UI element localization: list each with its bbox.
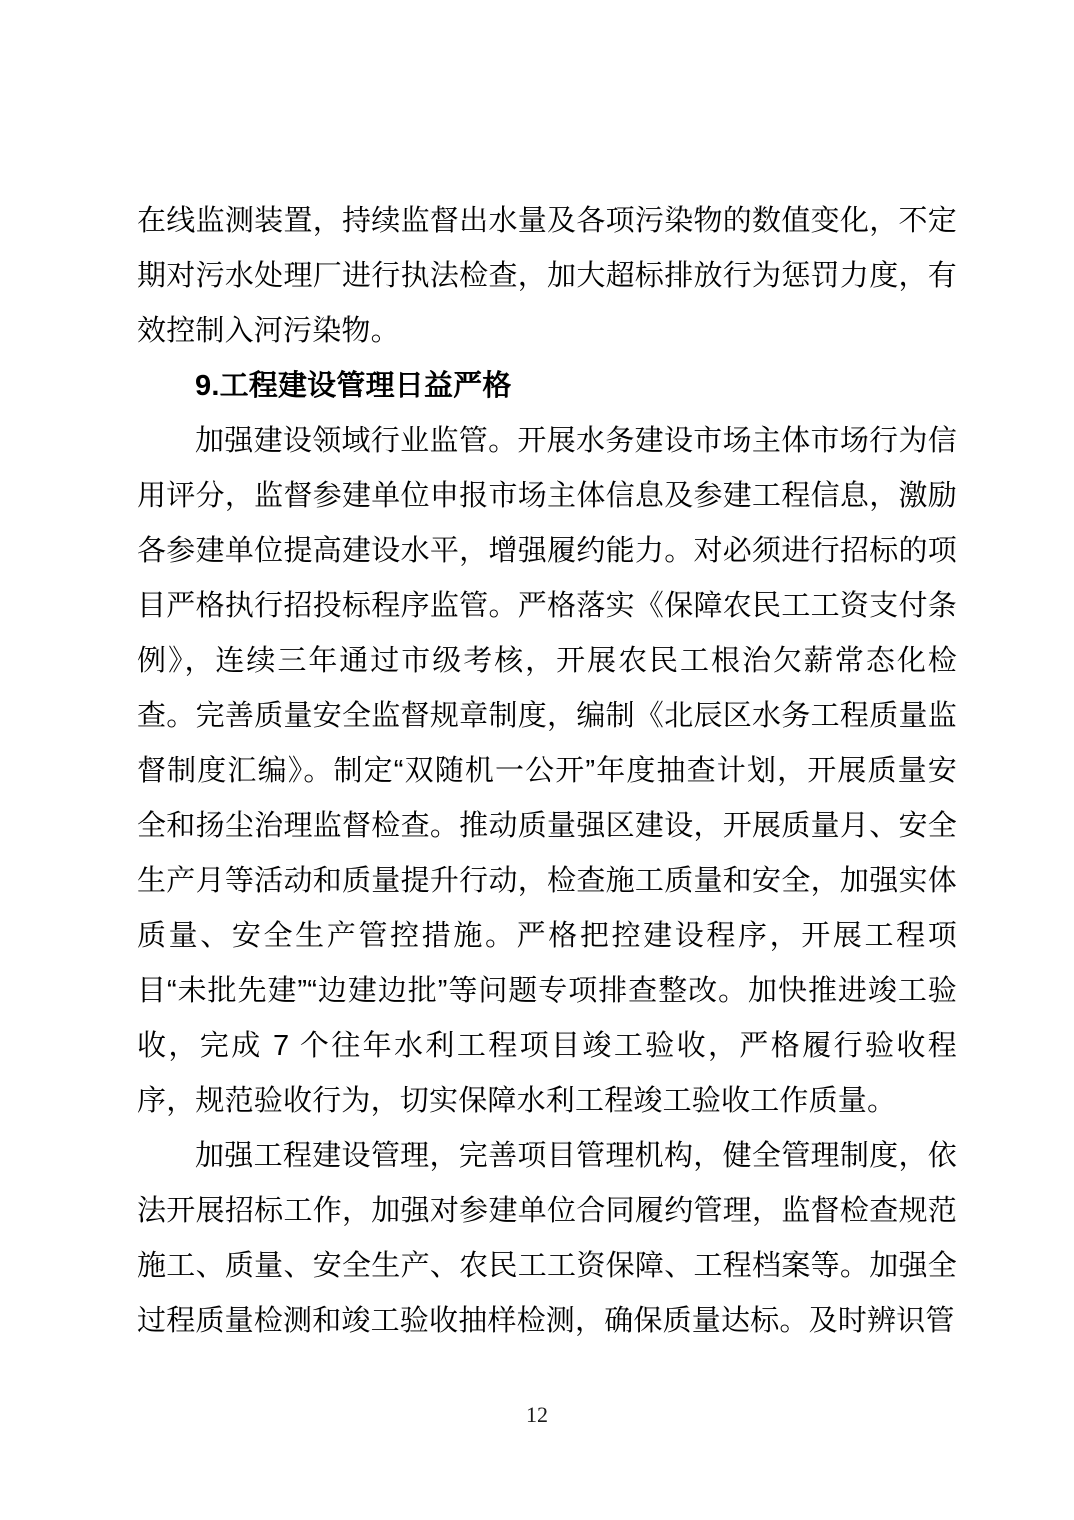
paragraph: 加强工程建设管理，完善项目管理机构，健全管理制度，依法开展招标工作，加强对参建单位合同履约管理，监督检查规范施工、质量、安全生产、农民工工资保障、工程档案等。加强全过程质量检测和竣工验收抽样检测，确保质量达标。及时辨识管: [137, 1140, 957, 1337]
paragraph: 加强建设领域行业监管。开展水务建设市场主体市场行为信用评分，监督参建单位申报市场主体信息及参建工程信息，激励各参建单位提高建设水平，增强履约能力。对必须进行招标的项目严格执行招投标程序监管。严格落实《保障农民工工资支付条例》，连续三年通过市级考核，开展农民工根治欠薪常态化检查。完善质量安全监督规章制度，编制《北辰区水务工程质量监督制度汇编》。制定“双随机一公开”年度抽查计划，开展质量安全和扬尘治理监督检查。推动质量强区建设，开展质量月、安全生产月等活动和质量提升行动，检查施工质量和安全，加强实体质量、安全生产管控措施。严格把控建设程序，开展工程项目“未批先建”“边建边批”等问题专项排查整改。加快推进竣工验收，完成 7 个往年水利工程项目竣工验收，严格履行验收程序，规范验收行为，切实保障水利工程竣工验收工作质量。: [137, 425, 957, 1117]
page-body: [137, 194, 957, 1349]
paragraph-continued: 在线监测装置，持续监督出水量及各项污染物的数值变化，不定期对污水处理厂进行执法检查，加大超标排放行为惩罚力度，有效控制入河污染物。: [137, 205, 957, 347]
page-number: 12: [526, 1402, 548, 1427]
section-heading: 9.工程建设管理日益严格: [195, 370, 512, 402]
